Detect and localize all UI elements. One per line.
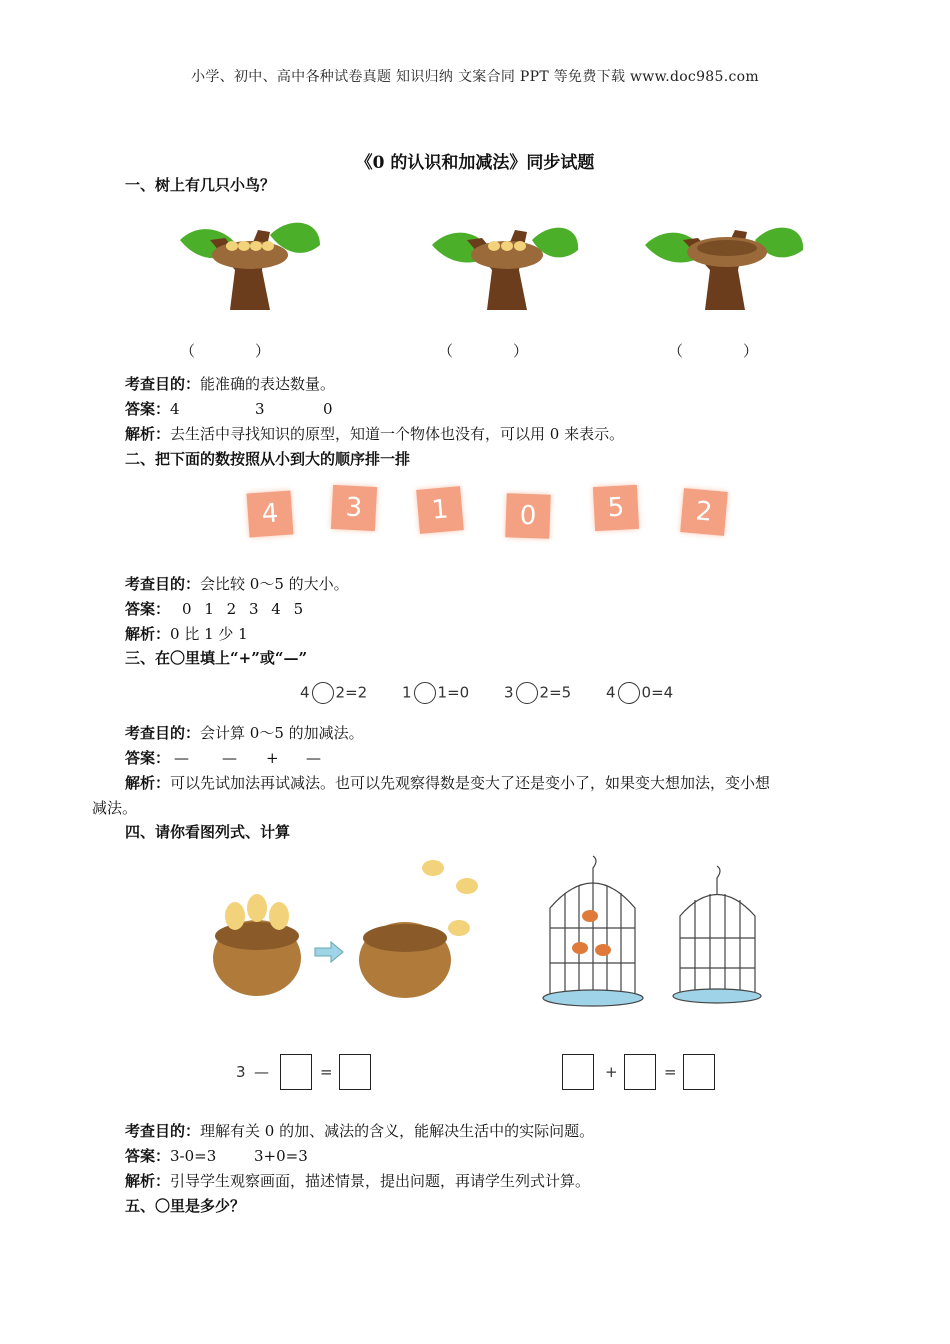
tree-nest-illustrations xyxy=(170,200,830,320)
answer-box[interactable] xyxy=(624,1054,656,1090)
section-3-heading: 三、在〇里填上“+”或“—” xyxy=(125,649,308,667)
aim-text: 能准确的表达数量。 xyxy=(200,375,336,393)
equals-sign: = xyxy=(664,1063,677,1081)
arrow-right-icon xyxy=(315,942,343,962)
cage-with-birds xyxy=(543,856,643,1006)
answer-label: 答案： xyxy=(125,1147,171,1165)
answer-box[interactable] xyxy=(280,1054,312,1090)
number-card: 4 xyxy=(247,491,294,538)
operand: 0=4 xyxy=(641,683,674,702)
answer-value: + xyxy=(266,749,279,767)
operator-circle[interactable] xyxy=(312,682,334,704)
explanation-label: 解析： xyxy=(125,425,171,443)
operand: 1=0 xyxy=(437,683,470,702)
operator-circle[interactable] xyxy=(414,682,436,704)
number-card: 5 xyxy=(593,485,639,531)
s3-explanation-cont: 减法。 xyxy=(92,799,138,817)
page-title: 《0 的认识和加减法》同步试题 xyxy=(355,153,595,173)
number-card: 2 xyxy=(680,488,728,536)
answer-value: 3+0=3 xyxy=(254,1147,308,1165)
answer-label: 答案： xyxy=(125,600,171,618)
equation-1 xyxy=(300,682,367,704)
explanation-text: 去生活中寻找知识的原型，知道一个物体也没有，可以用 0 来表示。 xyxy=(170,425,625,443)
s1-aim xyxy=(125,373,335,394)
s2-answer xyxy=(125,598,307,619)
answer-box[interactable] xyxy=(683,1054,715,1090)
answer-box[interactable] xyxy=(562,1054,594,1090)
operand: 4 xyxy=(606,683,616,702)
explanation-label: 解析： xyxy=(125,625,171,643)
aim-text: 会比较 0～5 的大小。 xyxy=(200,575,349,593)
nest-with-birds xyxy=(213,894,301,996)
s3-explanation xyxy=(125,772,770,793)
aim-text: 会计算 0～5 的加减法。 xyxy=(200,724,364,742)
operator-circle[interactable] xyxy=(618,682,640,704)
explanation-text: 可以先试加法再试减法。也可以先观察得数是变大了还是变小了，如果变大想加法，变小想 xyxy=(170,774,771,792)
number-card: 1 xyxy=(416,486,464,534)
equation-4 xyxy=(606,682,673,704)
answer-value: — xyxy=(306,749,322,767)
answer-label: 答案： xyxy=(125,749,171,767)
page-header: 小学、初中、高中各种试卷真题 知识归纳 文案合同 PPT 等免费下载 www.doc985.com xyxy=(191,69,759,85)
answer-value: — xyxy=(174,749,190,767)
operand: 2=5 xyxy=(539,683,572,702)
s1-explanation xyxy=(125,423,624,444)
operator-circle[interactable] xyxy=(516,682,538,704)
minus-sign: — xyxy=(254,1063,269,1081)
section-4-heading: 四、请你看图列式、计算 xyxy=(125,823,291,841)
aim-label: 考查目的： xyxy=(125,375,201,393)
tree-nest-empty xyxy=(645,228,803,310)
s1-answer xyxy=(125,398,333,419)
s4-answer xyxy=(125,1145,308,1166)
explanation-label: 解析： xyxy=(125,1172,171,1190)
equation-2 xyxy=(402,682,469,704)
s3-answer xyxy=(125,747,321,768)
plus-sign: + xyxy=(605,1063,618,1081)
number-card: 0 xyxy=(505,493,551,539)
operand: 2=2 xyxy=(335,683,368,702)
number-card: 3 xyxy=(331,485,377,531)
aim-label: 考查目的： xyxy=(125,724,201,742)
tree-nest-4-birds xyxy=(180,223,320,310)
answer-blank-1[interactable]: （ ） xyxy=(180,342,271,360)
aim-text: 理解有关 0 的加、减法的含义，能解决生活中的实际问题。 xyxy=(200,1122,595,1140)
empty-cage xyxy=(673,866,761,1003)
answer-value: 0 1 2 3 4 5 xyxy=(182,600,308,618)
answer-value: — xyxy=(222,749,238,767)
answer-value: 3-0=3 xyxy=(170,1147,217,1165)
explanation-text: 0 比 1 少 1 xyxy=(170,625,248,643)
s4-explanation xyxy=(125,1170,590,1191)
explanation-label: 解析： xyxy=(125,774,171,792)
equals-sign: = xyxy=(320,1063,333,1081)
answer-blank-3[interactable]: （ ） xyxy=(668,342,759,360)
answer-value: 3 xyxy=(255,400,265,418)
equation-3 xyxy=(504,682,571,704)
aim-label: 考查目的： xyxy=(125,575,201,593)
answer-value: 0 xyxy=(323,400,333,418)
s4-aim xyxy=(125,1120,594,1141)
section-1-heading: 一、树上有几只小鸟？ xyxy=(125,176,276,194)
empty-nest-birds-flying xyxy=(359,860,478,998)
operand: 4 xyxy=(300,683,310,702)
aim-label: 考查目的： xyxy=(125,1122,201,1140)
birds-cages-illustration xyxy=(205,848,785,1018)
answer-blank-2[interactable]: （ ） xyxy=(438,342,529,360)
s2-explanation xyxy=(125,623,248,644)
section-5-heading: 五、〇里是多少？ xyxy=(125,1197,246,1215)
calc-number: 3 xyxy=(236,1063,246,1081)
operand: 3 xyxy=(504,683,514,702)
section-2-heading: 二、把下面的数按照从小到大的顺序排一排 xyxy=(125,450,411,468)
s3-aim xyxy=(125,722,364,743)
operand: 1 xyxy=(402,683,412,702)
answer-box[interactable] xyxy=(339,1054,371,1090)
tree-nest-3-birds xyxy=(432,228,578,310)
answer-value: 4 xyxy=(170,400,180,418)
explanation-text: 引导学生观察画面，描述情景，提出问题，再请学生列式计算。 xyxy=(170,1172,591,1190)
s2-aim xyxy=(125,573,349,594)
answer-label: 答案： xyxy=(125,400,171,418)
